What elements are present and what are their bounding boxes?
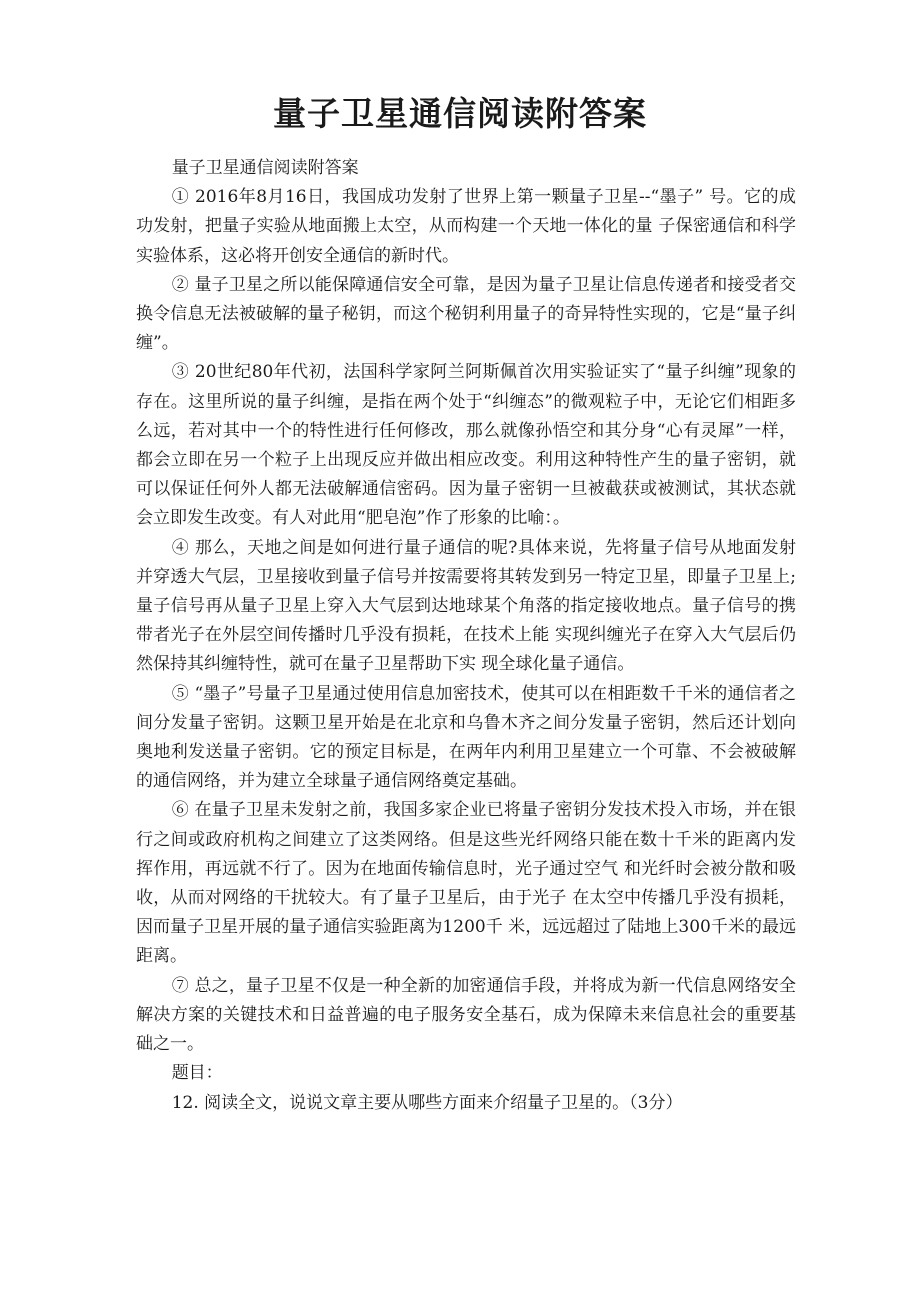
paragraph-4: ④ 那么，天地之间是如何进行量子通信的呢?具体来说，先将量子信号从地面发射并穿透大气层，卫星接收到量子信号并按需要将其转发到另一特定卫星，即量子卫星上;量子信号再从量子卫星上穿入大气层到达地球某个角落的指定接收地点。量子信号的携带者光子在外层空间传播时几乎没有损耗，在技术上能 实现纠缠光子在穿入大气层后仍然保持其纠缠特性，就可在量子卫星帮助下实 现全球化量子通信。 <box>136 537 796 675</box>
paragraph-2: ② 量子卫星之所以能保障通信安全可靠，是因为量子卫星让信息传递者和接受者交换令信息无法被破解的量子秘钥，而这个秘钥利用量子的奇异特性实现的，它是“量子纠缠”。 <box>136 274 796 354</box>
paragraph-5: ⑤ “墨子”号量子卫星通过使用信息加密技术，使其可以在相距数千千米的通信者之间分发量子密钥。这颗卫星开始是在北京和乌鲁木齐之间分发量子密钥，然后还计划向奥地利发送量子密钥。它的预定目标是，在两年内利用卫星建立一个可靠、不会被破解的通信网络，并为建立全球量子通信网络奠定基础。 <box>136 683 796 792</box>
document-body <box>136 154 796 1118</box>
paragraph-6: ⑥ 在量子卫星未发射之前，我国多家企业已将量子密钥分发技术投入市场，并在银行之间或政府机构之间建立了这类网络。但是这些光纤网络只能在数十千米的距离内发挥作用，再远就不行了。因为在地面传输信息时，光子通过空气 和光纤时会被分散和吸收，从而对网络的干扰较大。有了量子卫星后，由于光子 在太空中传播几乎没有损耗，因而量子卫星开展的量子通信实验距离为1200千 米，远远超过了陆地上300千米的最远距离。 <box>136 800 796 967</box>
document-title: 量子卫星通信阅读附答案 <box>273 94 647 133</box>
paragraph-7: ⑦ 总之，量子卫星不仅是一种全新的加密通信手段，并将成为新一代信息网络安全解决方案的关键技术和日益普遍的电子服务安全基石，成为保障未来信息社会的重要基础之一。 <box>136 975 796 1055</box>
question-12: 12. 阅读全文，说说文章主要从哪些方面来介绍量子卫星的。（3分） <box>171 1092 683 1113</box>
paragraph-3: ③ 20世纪80年代初，法国科学家阿兰阿斯佩首次用实验证实了“量子纠缠”现象的存在。这里所说的量子纠缠，是指在两个处于“纠缠态”的微观粒子中，无论它们相距多么远，若对其中一个的特性进行任何修改，那么就像孙悟空和其分身“心有灵犀”一样，都会立即在另一个粒子上出现反应并做出相应改变。利用这种特性产生的量子密钥，就可以保证任何外人都无法破解通信密码。因为量子密钥一旦被截获或被测试，其状态就会立即发生改变。有人对此用“肥皂泡”作了形象的比喻：。 <box>136 362 796 529</box>
subtitle-line: 量子卫星通信阅读附答案 <box>171 158 359 178</box>
paragraph-1: ① 2016年8月16日，我国成功发射了世界上第一颗量子卫星--“墨子” 号。它的成功发射，把量子实验从地面搬上太空，从而构建一个天地一体化的量 子保密通信和科学实验体系，这必将开创安全通信的新时代。 <box>136 187 796 266</box>
question-heading: 题目： <box>171 1063 223 1084</box>
